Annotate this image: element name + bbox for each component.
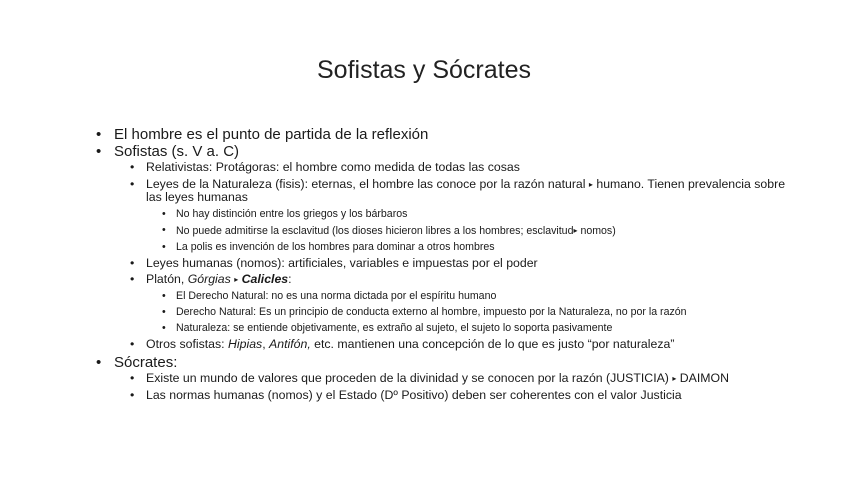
bullet-text: Naturaleza: se entiende objetivamente, es extraño al sujeto, el sujeto lo soporta pasivamente bbox=[176, 321, 613, 334]
arrow-right-icon: ▸ bbox=[672, 374, 677, 383]
sub-leyes-naturaleza bbox=[130, 178, 796, 254]
bullet-text: etc. mantienen una concepción de lo que es justo “por naturaleza” bbox=[314, 336, 675, 351]
sub-otros-sofistas bbox=[130, 338, 796, 352]
bullet-punto-partida bbox=[96, 126, 796, 143]
bullet-text: : bbox=[288, 272, 292, 286]
sub-sub-item bbox=[162, 306, 796, 319]
sub-relativistas bbox=[130, 161, 796, 175]
bullet-text: Leyes humanas (nomos): artificiales, variables e impuestas por el poder bbox=[146, 255, 538, 270]
bullet-text: Platón, bbox=[146, 272, 185, 286]
bullet-text: Existe un mundo de valores que proceden de la divinidad y se conocen por la razón (JUSTICIA) bbox=[146, 371, 669, 385]
slide-title: Sofistas y Sócrates bbox=[317, 56, 531, 84]
bullet-text: No puede admitirse la esclavitud (los dioses hicieron libres a los hombres; esclavitud bbox=[176, 224, 574, 237]
bullet-text: Otros sofistas: bbox=[146, 336, 225, 351]
arrow-right-icon: ▸ bbox=[234, 275, 239, 284]
sub-sub-item bbox=[162, 208, 796, 221]
sofistas-sublist bbox=[114, 161, 796, 351]
slide-content bbox=[96, 126, 796, 405]
sub-sub-item bbox=[162, 290, 796, 303]
socrates-sublist bbox=[114, 372, 796, 402]
bullet-text: Leyes de la Naturaleza (fisis): eternas, el hombre las conoce por la razón natural bbox=[146, 176, 586, 191]
sub-sub-item bbox=[162, 224, 796, 238]
name-hipias: Hipias bbox=[228, 336, 263, 351]
sub-leyes-humanas bbox=[130, 257, 796, 271]
bullet-text: nomos) bbox=[580, 224, 616, 237]
name-gorgias: Górgias bbox=[187, 272, 231, 286]
arrow-right-icon: ▸ bbox=[588, 179, 593, 189]
bullet-socrates bbox=[96, 354, 796, 402]
bullet-text: La polis es invención de los hombres para dominar a otros hombres bbox=[176, 240, 495, 253]
sub-sub-item bbox=[162, 322, 796, 335]
bullet-text: humano. Tienen prevalencia sobre las leyes humanas bbox=[146, 176, 786, 204]
bullet-sofistas bbox=[96, 143, 796, 351]
bullet-text: Sócrates: bbox=[114, 354, 178, 371]
bullet-list bbox=[96, 126, 796, 402]
bullet-text: DAIMON bbox=[679, 371, 729, 385]
bullet-text: El hombre es el punto de partida de la reflexión bbox=[114, 126, 429, 143]
bullet-text: No hay distinción entre los griegos y los bárbaros bbox=[176, 207, 408, 220]
leyes-naturaleza-sublist bbox=[146, 208, 796, 254]
bullet-text: Derecho Natural: Es un principio de conducta externo al hombre, impuesto por la Naturaleza, no por la razón bbox=[176, 305, 687, 318]
sub-sub-item bbox=[162, 241, 796, 254]
name-calicles: Calicles bbox=[241, 272, 289, 286]
sub-normas-humanas bbox=[130, 389, 796, 403]
bullet-text: Las normas humanas (nomos) y el Estado (Dº Positivo) deben ser coherentes con el valor Justicia bbox=[146, 387, 682, 402]
bullet-text: El Derecho Natural: no es una norma dictada por el espíritu humano bbox=[176, 289, 497, 302]
name-antifon: Antifón, bbox=[269, 336, 311, 351]
arrow-right-icon: ▸ bbox=[573, 225, 578, 235]
sub-platon bbox=[130, 273, 796, 335]
platon-sublist bbox=[146, 290, 796, 335]
bullet-text: , bbox=[262, 336, 266, 351]
sub-valores bbox=[130, 372, 796, 386]
bullet-text: Relativistas: Protágoras: el hombre como medida de todas las cosas bbox=[146, 160, 520, 174]
bullet-text: Sofistas (s. V a. C) bbox=[114, 143, 240, 160]
